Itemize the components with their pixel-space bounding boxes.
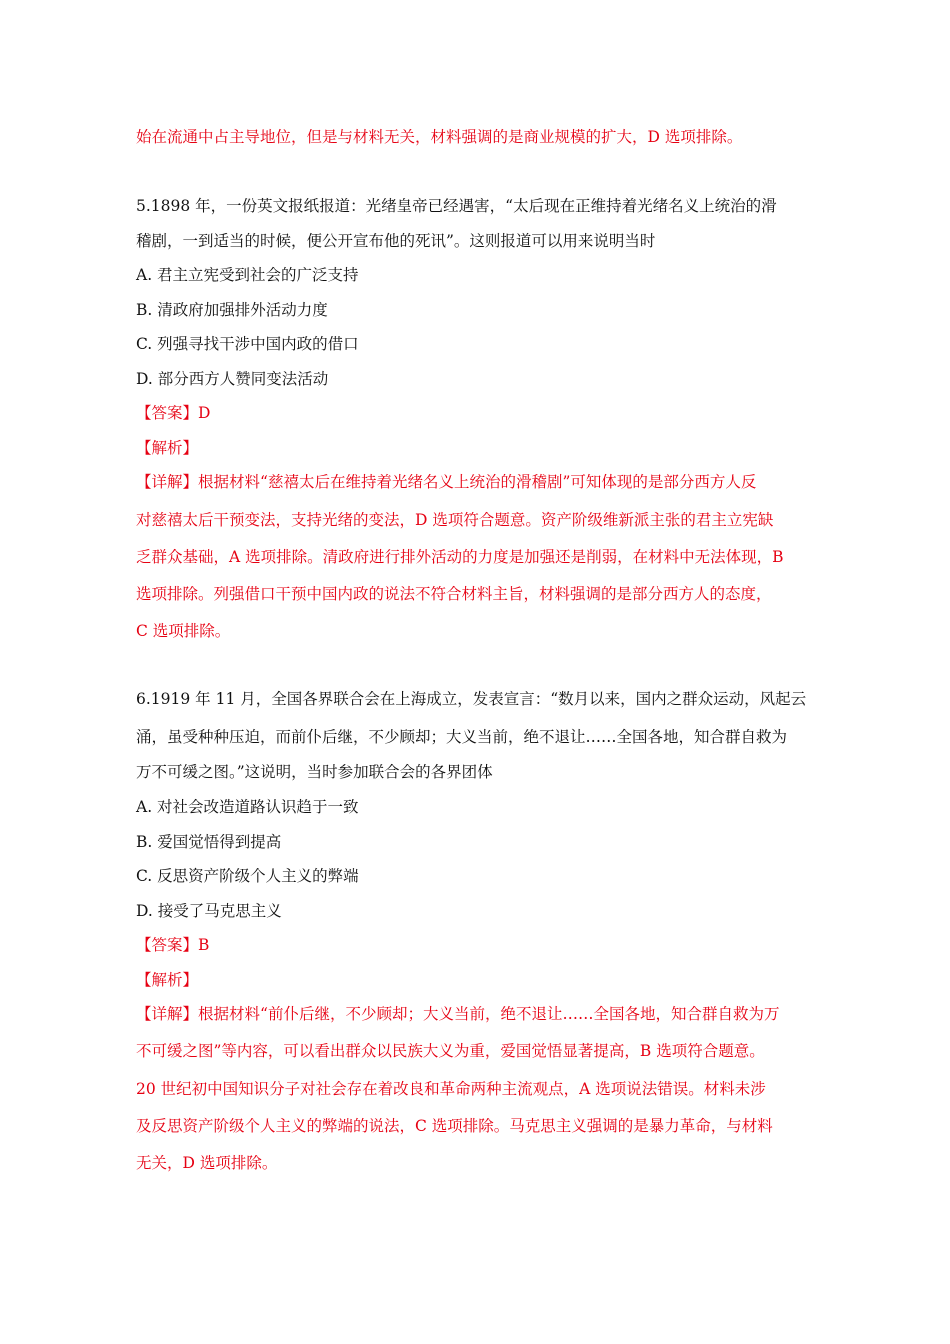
q5-option-b: B. 清政府加强排外活动力度: [136, 301, 328, 319]
q6-answer-value: B: [198, 936, 210, 954]
q5-detail-line-4: 选项排除。列强借口干预中国内政的说法不符合材料主旨，材料强调的是部分西方人的态度，: [136, 585, 772, 603]
q5-detail-line-1: [136, 472, 818, 492]
q5-stem-line-1: 5.1898 年，一份英文报纸报道：光绪皇帝已经遇害，“太后现在正维持着光绪名义上统治的滑: [136, 197, 777, 215]
q5-option-a: A. 君主立宪受到社会的广泛支持: [136, 266, 359, 284]
q6-stem-line-1: 6.1919 年 11 月，全国各界联合会在上海成立，发表宣言：“数月以来，国内之群众运动，风起云: [136, 690, 807, 708]
q5-detail-line-5: C 选项排除。: [136, 622, 231, 640]
q5-stem-line-2: 稽剧，一到适当的时候，便公开宣布他的死讯”。这则报道可以用来说明当时: [136, 232, 656, 250]
q6-detail-text-1: 根据材料“前仆后继，不少顾却；大义当前，绝不退让……全国各地，知合群自救为万: [198, 1005, 780, 1023]
q5-answer: [136, 403, 818, 423]
q6-option-c: C. 反思资产阶级个人主义的弊端: [136, 867, 359, 885]
q6-detail-line-3: 20 世纪初中国知识分子对社会存在着改良和革命两种主流观点，A 选项说法错误。材料未涉: [136, 1080, 766, 1098]
q5-detail-label: 【详解】: [136, 473, 199, 491]
q5-detail-text-1: 根据材料“慈禧太后在维持着光绪名义上统治的滑稽剧”可知体现的是部分西方人反: [198, 473, 757, 491]
q6-stem-line-3: 万不可缓之图。”这说明，当时参加联合会的各界团体: [136, 763, 493, 781]
q5-answer-value: D: [198, 404, 211, 422]
q6-option-d: D. 接受了马克思主义: [136, 902, 282, 920]
q5-detail-line-2: 对慈禧太后干预变法，支持光绪的变法，D 选项符合题意。资产阶级维新派主张的君主立宪缺: [136, 511, 774, 529]
q6-detail-line-1: [136, 1004, 818, 1024]
q6-option-a: A. 对社会改造道路认识趋于一致: [136, 798, 359, 816]
q5-option-d: D. 部分西方人赞同变法活动: [136, 370, 329, 388]
q6-answer-label: 【答案】: [136, 936, 199, 954]
q6-option-b: B. 爱国觉悟得到提高: [136, 833, 282, 851]
q6-analysis-label: 【解析】: [136, 971, 199, 989]
q6-answer: [136, 935, 818, 955]
q5-detail-line-3: 乏群众基础，A 选项排除。清政府进行排外活动的力度是加强还是削弱，在材料中无法体现，B: [136, 548, 784, 566]
q6-stem-line-2: 涌，虽受种种压迫，而前仆后继，不少顾却；大义当前，绝不退让……全国各地，知合群自救为: [136, 728, 788, 746]
q5-option-c: C. 列强寻找干涉中国内政的借口: [136, 335, 359, 353]
q6-detail-label: 【详解】: [136, 1005, 199, 1023]
q6-detail-line-5: 无关，D 选项排除。: [136, 1154, 278, 1172]
intro-analysis-text: 始在流通中占主导地位，但是与材料无关，材料强调的是商业规模的扩大，D 选项排除。: [136, 128, 743, 146]
q5-analysis-label: 【解析】: [136, 439, 199, 457]
q5-answer-label: 【答案】: [136, 404, 199, 422]
q6-detail-line-2: 不可缓之图”等内容，可以看出群众以民族大义为重，爱国觉悟显著提高，B 选项符合题意。: [136, 1042, 765, 1060]
q6-detail-line-4: 及反思资产阶级个人主义的弊端的说法，C 选项排除。马克思主义强调的是暴力革命，与材料: [136, 1117, 773, 1135]
